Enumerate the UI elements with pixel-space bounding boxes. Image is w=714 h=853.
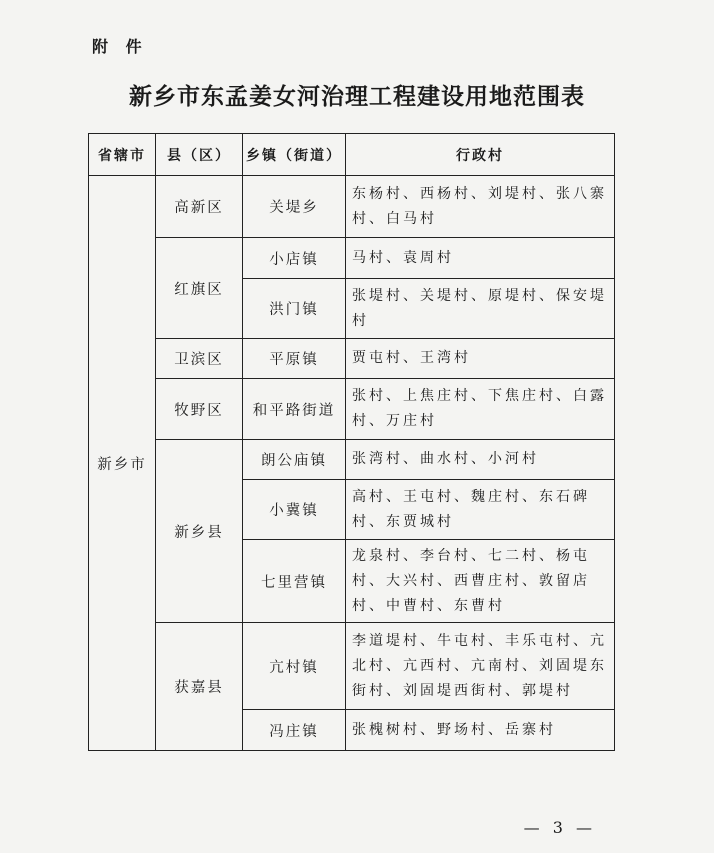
attachment-label: 附 件 — [92, 37, 148, 56]
city-cell: 新乡市 — [89, 176, 156, 751]
town-cell: 关堤乡 — [243, 176, 346, 238]
table-row — [89, 623, 615, 710]
town-cell: 小冀镇 — [243, 480, 346, 540]
village-cell: 龙泉村、李台村、七二村、杨屯村、大兴村、西曹庄村、敦留店村、中曹村、东曹村 — [346, 540, 615, 623]
town-cell: 平原镇 — [243, 339, 346, 379]
table-header-row — [89, 134, 615, 176]
header-village: 行政村 — [346, 134, 615, 176]
county-cell: 高新区 — [156, 176, 243, 238]
village-cell: 张槐树村、野场村、岳寨村 — [346, 710, 615, 751]
header-town: 乡镇（街道） — [243, 134, 346, 176]
land-scope-table — [88, 133, 615, 751]
village-cell: 高村、王屯村、魏庄村、东石碑村、东贾城村 — [346, 480, 615, 540]
village-cell: 张湾村、曲水村、小河村 — [346, 440, 615, 480]
town-cell: 亢村镇 — [243, 623, 346, 710]
page-number: — 3 — — [523, 818, 596, 837]
table-row — [89, 176, 615, 238]
county-cell: 获嘉县 — [156, 623, 243, 751]
document-title: 新乡市东孟姜女河治理工程建设用地范围表 — [129, 84, 585, 110]
header-county: 县（区） — [156, 134, 243, 176]
table-row — [89, 238, 615, 279]
table-row — [89, 339, 615, 379]
county-cell: 牧野区 — [156, 379, 243, 440]
village-cell: 马村、袁周村 — [346, 238, 615, 279]
town-cell: 小店镇 — [243, 238, 346, 279]
town-cell: 朗公庙镇 — [243, 440, 346, 480]
town-cell: 冯庄镇 — [243, 710, 346, 751]
town-cell: 洪门镇 — [243, 279, 346, 339]
table-row — [89, 379, 615, 440]
village-cell: 张堤村、关堤村、原堤村、保安堤村 — [346, 279, 615, 339]
county-cell: 卫滨区 — [156, 339, 243, 379]
village-cell: 贾屯村、王湾村 — [346, 339, 615, 379]
village-cell: 张村、上焦庄村、下焦庄村、白露村、万庄村 — [346, 379, 615, 440]
village-cell: 东杨村、西杨村、刘堤村、张八寨村、白马村 — [346, 176, 615, 238]
village-cell: 李道堤村、牛屯村、丰乐屯村、亢北村、亢西村、亢南村、刘固堤东街村、刘固堤西街村、郭堤村 — [346, 623, 615, 710]
table-row — [89, 440, 615, 480]
county-cell: 新乡县 — [156, 440, 243, 623]
county-cell: 红旗区 — [156, 238, 243, 339]
town-cell: 和平路街道 — [243, 379, 346, 440]
header-city: 省辖市 — [89, 134, 156, 176]
town-cell: 七里营镇 — [243, 540, 346, 623]
